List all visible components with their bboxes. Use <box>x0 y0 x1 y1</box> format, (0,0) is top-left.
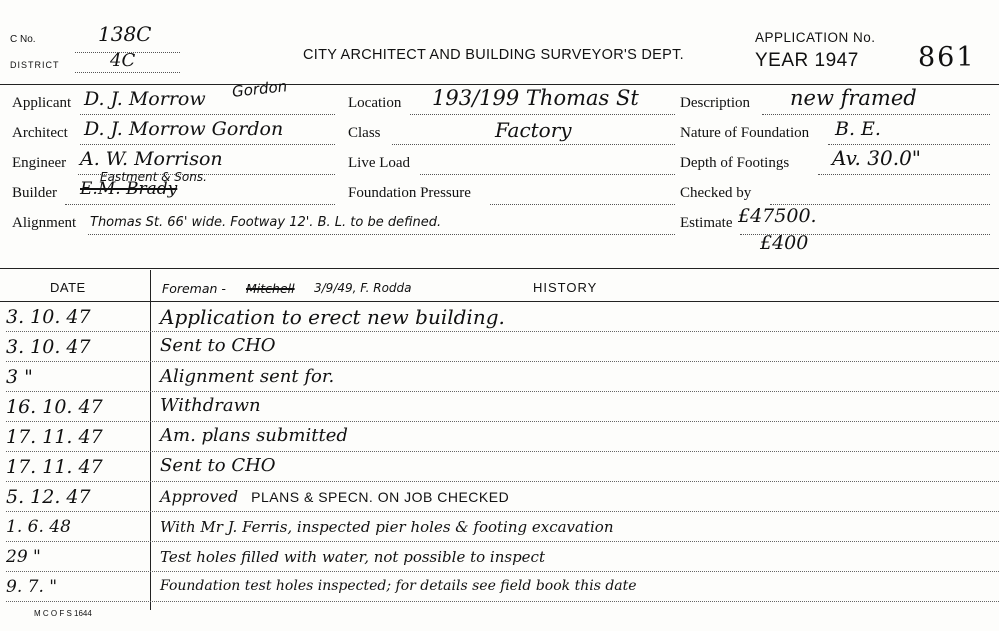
foreman-label: Foreman - <box>162 281 226 296</box>
live-load-label: Live Load <box>348 155 411 171</box>
estimate-value: £47500. <box>738 205 817 227</box>
history-row <box>0 452 999 482</box>
department-title: CITY ARCHITECT AND BUILDING SURVEYOR'S DEPT. <box>303 47 684 63</box>
history-column-header: HISTORY <box>533 280 598 295</box>
history-row-date: 9. 7. " <box>6 577 58 597</box>
alignment-value: Thomas St. 66' wide. Footway 12'. B. L. to be defined. <box>90 215 442 230</box>
estimate-line <box>740 234 990 235</box>
history-row-date: 3 " <box>6 366 33 388</box>
history-row-date: 17. 11. 47 <box>6 456 103 478</box>
history-row <box>0 512 999 542</box>
history-row-entry: Alignment sent for. <box>160 366 335 387</box>
alignment-line <box>88 234 675 235</box>
builder-value: Eastment & Sons. <box>100 170 207 184</box>
history-row-date: 1. 6. 48 <box>6 517 71 537</box>
history-row <box>0 362 999 392</box>
history-row-date: 3. 10. 47 <box>6 336 91 358</box>
card-label: C No. <box>10 34 36 45</box>
builder-struck-value: E.M. Brady <box>80 179 178 199</box>
foundation-pressure-label: Foundation Pressure <box>348 185 471 201</box>
history-row-entry <box>160 487 509 506</box>
year-label: YEAR 1947 <box>755 50 859 71</box>
history-row-rule <box>6 601 999 602</box>
district-line <box>75 72 180 73</box>
architect-value: D. J. Morrow Gordon <box>84 118 284 140</box>
history-row-date: 17. 11. 47 <box>6 426 103 448</box>
location-line <box>410 114 675 115</box>
class-value: Factory <box>495 118 572 142</box>
history-row <box>0 392 999 422</box>
architect-label: Architect <box>12 125 68 141</box>
history-row-entry: Application to erect new building. <box>160 305 505 329</box>
depth-of-footings-label: Depth of Footings <box>680 155 790 171</box>
history-row <box>0 422 999 452</box>
description-label: Description <box>680 95 750 111</box>
history-row-entry: Withdrawn <box>160 395 261 416</box>
history-row-entry: With Mr J. Ferris, inspected pier holes & footing excavation <box>160 518 614 536</box>
foundation-pressure-line <box>490 204 675 205</box>
history-row-entry: Sent to CHO <box>160 455 276 476</box>
class-label: Class <box>348 125 381 141</box>
engineer-label: Engineer <box>12 155 67 171</box>
architect-line <box>80 144 335 145</box>
foreman-struck-name: Mitchell <box>246 281 295 296</box>
nature-line <box>828 144 990 145</box>
date-column-header: DATE <box>50 280 86 295</box>
depth-line <box>818 174 990 175</box>
card-no-line <box>75 52 180 53</box>
application-number-label: APPLICATION No. <box>755 30 876 45</box>
builder-line <box>65 204 335 205</box>
description-value: new framed <box>790 86 917 110</box>
estimate-value-secondary: £400 <box>760 232 809 254</box>
history-row-entry: Test holes filled with water, not possible to inspect <box>160 548 545 566</box>
engineer-value: A. W. Morrison <box>80 148 223 170</box>
checked-by-label: Checked by <box>680 185 752 201</box>
fields-divider <box>0 268 999 269</box>
card-number: 138C <box>98 22 152 46</box>
alignment-label: Alignment <box>12 215 77 231</box>
history-row-date: 5. 12. 47 <box>6 486 91 508</box>
application-number: 861 <box>918 42 976 73</box>
location-label: Location <box>348 95 402 111</box>
history-row-entry: Sent to CHO <box>160 335 276 356</box>
applicant-label: Applicant <box>12 95 72 111</box>
header-divider <box>0 84 999 85</box>
description-line <box>762 114 990 115</box>
applicant-line <box>80 114 335 115</box>
applicant-note: Gordon <box>231 77 288 101</box>
history-row <box>0 332 999 362</box>
live-load-line <box>420 174 675 175</box>
history-row <box>0 542 999 572</box>
nature-of-foundation-value: B. E. <box>835 118 881 140</box>
foreman-value: 3/9/49, F. Rodda <box>314 281 412 295</box>
history-row <box>0 572 999 602</box>
history-row <box>0 302 999 332</box>
form-code: M C O F S 1644 <box>34 609 92 618</box>
history-row <box>0 482 999 512</box>
history-row-entry: Foundation test holes inspected; for details see field book this date <box>160 578 637 594</box>
class-line <box>392 144 675 145</box>
history-rows <box>0 302 999 607</box>
history-row-date: 29 " <box>6 547 41 567</box>
approved-text: Approved <box>160 487 239 506</box>
applicant-value: D. J. Morrow <box>84 88 206 110</box>
district-label: DISTRICT <box>10 60 60 70</box>
checked-stamp: PLANS & SPECN. ON JOB CHECKED <box>251 489 510 505</box>
location-value: 193/199 Thomas St <box>432 86 639 110</box>
history-row-date: 3. 10. 47 <box>6 306 91 328</box>
nature-of-foundation-label: Nature of Foundation <box>680 125 810 141</box>
history-row-date: 16. 10. 47 <box>6 396 103 418</box>
builder-label: Builder <box>12 185 57 201</box>
estimate-label: Estimate <box>680 215 733 231</box>
district-number: 4C <box>110 50 136 71</box>
history-row-entry: Am. plans submitted <box>160 425 348 446</box>
depth-of-footings-value: Av. 30.0" <box>832 146 922 170</box>
